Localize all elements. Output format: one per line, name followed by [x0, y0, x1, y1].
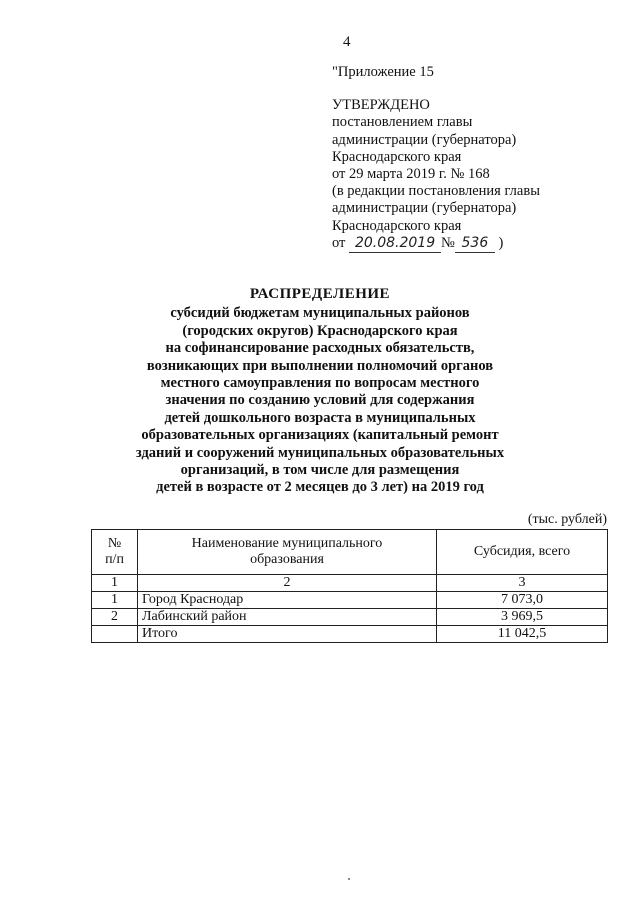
row-name: Город Краснодар [138, 592, 437, 609]
title-line: субсидий бюджетам муниципальных районов [170, 305, 470, 322]
title-line: детей в возрасте от 2 месяцев до 3 лет) на 2019 год [156, 479, 484, 496]
column-index: 1 [92, 575, 138, 592]
approval-line: администрации (губернатора) [332, 200, 517, 217]
approval-stamp [332, 64, 632, 253]
row-name: Лабинский район [138, 609, 437, 626]
close-paren: ) [498, 234, 504, 251]
handwritten-date: 20.08.2019 [349, 235, 441, 253]
row-number: 2 [92, 609, 138, 626]
header-number [92, 530, 138, 575]
subsidy-table [91, 529, 608, 643]
approval-line: Краснодарского края [332, 217, 462, 234]
appendix-label: "Приложение 15 [332, 64, 434, 80]
title-line: возникающих при выполнении полномочий органов [146, 357, 494, 374]
total-row [92, 626, 608, 643]
total-label: Итого [138, 626, 437, 643]
approval-line: администрации (губернатора) [332, 131, 517, 148]
title-line: организаций, в том числе для размещения [180, 462, 460, 479]
row-number: 1 [92, 592, 138, 609]
from-label: от [332, 234, 346, 251]
document-title [40, 286, 600, 497]
header-number-abbr: п/п [105, 552, 124, 567]
row-sum: 3 969,5 [437, 609, 608, 626]
column-index: 3 [437, 575, 608, 592]
row-sum: 7 073,0 [437, 592, 608, 609]
table-row [92, 609, 608, 626]
title-line: образовательных организациях (капитальный ремонт [141, 427, 499, 444]
approval-line: постановлением главы [332, 114, 473, 131]
title-line: местного самоуправления по вопросам местного [160, 375, 480, 392]
title-line: значения по созданию условий для содержания [165, 392, 475, 409]
total-sum: 11 042,5 [437, 626, 608, 643]
units-label: (тыс. рублей) [527, 512, 607, 527]
header-name [138, 530, 437, 575]
total-number [92, 626, 138, 643]
approval-line: (в редакции постановления главы [332, 183, 540, 200]
title-heading: РАСПРЕДЕЛЕНИЕ [249, 286, 391, 302]
table-header-row [92, 530, 608, 575]
header-number-sign: № [107, 536, 122, 551]
approved-label: УТВЕРЖДЕНО [332, 97, 430, 114]
title-line: зданий и сооружений муниципальных образовательных [135, 444, 505, 461]
column-index-row [92, 575, 608, 592]
title-line: детей дошкольного возраста в муниципальных [164, 409, 476, 426]
approval-line: Краснодарского края [332, 148, 462, 165]
approval-line: от 29 марта 2019 г. № 168 [332, 166, 490, 183]
title-line: (городских округов) Краснодарского края [182, 322, 458, 339]
header-name-line: Наименование муниципального [191, 536, 383, 551]
handwritten-number: 536 [455, 235, 495, 253]
column-index: 2 [138, 575, 437, 592]
scan-speck [348, 878, 350, 880]
title-line: на софинансирование расходных обязательств, [165, 340, 475, 357]
header-name-line: образования [250, 552, 324, 567]
table-row [92, 592, 608, 609]
header-sum: Субсидия, всего [437, 530, 608, 575]
number-sign: № [441, 234, 455, 251]
page-number: 4 [343, 34, 351, 50]
amendment-date-line [332, 235, 632, 253]
